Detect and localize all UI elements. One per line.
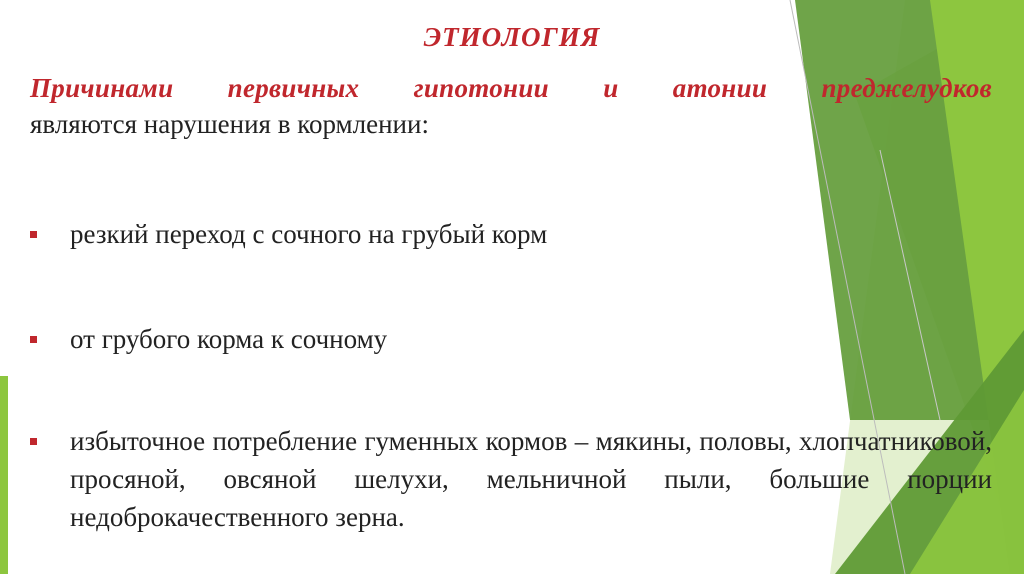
bullet-marker-icon xyxy=(30,438,37,445)
slide-title: ЭТИОЛОГИЯ xyxy=(423,22,601,52)
intro-text: являются нарушения в кормлении: xyxy=(30,109,429,139)
left-accent-bar xyxy=(0,376,8,574)
list-item-text: от грубого корма к сочному xyxy=(70,324,388,354)
intro-highlight: Причинами первичных гипотонии и атонии преджелудков xyxy=(30,73,992,103)
intro-paragraph xyxy=(30,70,992,142)
list-item-text: резкий переход с сочного на грубый корм xyxy=(70,219,548,249)
bullet-marker-icon xyxy=(30,231,37,238)
list-item-text: избыточное потребление гуменных кормов – мякины, половы, хлопчатниковой, просяной, овсяной шелухи, мельничной пыли, большие порции недоброкачественного зерна. xyxy=(70,426,992,532)
bullet-marker-icon xyxy=(30,336,37,343)
